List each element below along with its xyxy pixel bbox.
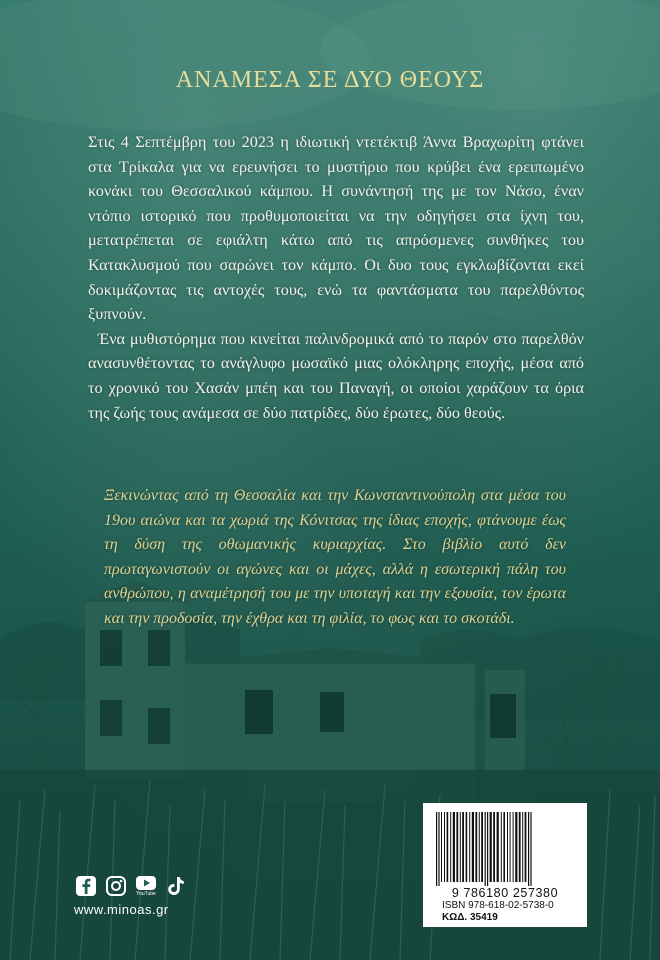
barcode-bar — [515, 812, 517, 882]
barcode-bar — [453, 812, 455, 882]
book-title: ΑΝΑΜΕΣΑ ΣΕ ΔΥΟ ΘΕΟΥΣ — [175, 67, 485, 93]
facebook-icon[interactable] — [74, 874, 98, 898]
barcode-bar — [450, 812, 451, 882]
tiktok-icon[interactable] — [164, 874, 188, 898]
barcode-bar — [497, 812, 499, 882]
barcode-digits: 9 786180 257380 — [451, 886, 559, 900]
barcode-bar — [466, 812, 468, 882]
youtube-label: YouTube — [136, 891, 156, 897]
isbn-barcode-panel — [423, 803, 587, 927]
barcode-bar — [513, 812, 514, 882]
barcode-bar — [530, 812, 531, 886]
barcode-bar — [481, 812, 483, 882]
youtube-icon[interactable] — [134, 874, 158, 898]
barcode-bar — [522, 812, 523, 882]
barcode-bar — [447, 812, 449, 882]
barcode-bar — [436, 812, 437, 886]
isbn-number: ISBN 978-618-02-5738-0 — [442, 900, 554, 911]
social-icons — [74, 874, 188, 898]
barcode-bar — [469, 812, 470, 882]
blurb-paragraph-2: Ένα μυθιστόρημα που κινείται παλινδρομικά από το παρόν στο παρελθόν ανασυνθέτοντας το ανάγλυφο μωσαϊκό μιας ολόκληρης εποχής, μέσα από το χρονικό του Χασάν μπέη και του Παναγή, οι οποίοι χαράζουν τα όρια της ζωής τους ανάμεσα σε δύο πατρίδες, δύο έρωτες, δύο θεούς. — [88, 329, 584, 422]
barcode-bar — [490, 812, 492, 882]
quote-text: Ξεκινώντας από τη Θεσσαλία και την Κωνσταντινούπολη στα μέσα του 19ου αιώνα και τα χωριά της Κόνιτσας της ίδιας εποχής, φτάνουμε έως τη δύση της οθωμανικής κυριαρχίας. Στο βιβλίο αυτό δεν πρωταγωνιστούν οι αγώνες και οι μάχες, αλλά η εσωτερική πάλη του ανθρώπου, η αναμέτρησή του με την υποταγή και την εξουσία, τον έρωτα και την προδοσία, την έχθρα και τη φιλία, το φως και το σκοτάδι. — [104, 487, 566, 627]
barcode-bar — [456, 812, 458, 882]
instagram-icon[interactable] — [104, 874, 128, 898]
publisher-website[interactable]: www.minoas.gr — [74, 902, 169, 917]
barcode-bar — [462, 812, 464, 882]
barcode-bar — [519, 812, 521, 882]
barcode-bar — [444, 812, 445, 882]
barcode-bar — [525, 812, 527, 882]
barcode-bar — [493, 812, 495, 882]
barcode-bar — [479, 812, 480, 882]
quote-block — [104, 484, 566, 632]
barcode-bar — [503, 812, 505, 882]
barcode-bar — [501, 812, 502, 882]
barcode-bar — [485, 812, 486, 886]
book-blurb — [88, 130, 584, 425]
barcode-bar — [507, 812, 508, 882]
blurb-paragraph-1: Στις 4 Σεπτέμβρη του 2023 η ιδιωτική ντετέκτιβ Άννα Βραχωρίτη φτάνει στα Τρίκαλα για να ερευνήσει το μυστήριο που κρύβει ένα ερειπωμένο κονάκι του Θεσσαλικού κάμπου. Η συνάντησή της με τον Νάσο, έναν ντόπιο ιστορικό που προθυμοποιείται να την οδηγήσει στα ίχνη του, μετατρέπεται σε εφιάλτη κάτω από τις απρόσμενες συνθήκες του Κατακλυσμού που σαρώνει τον κάμπο. Οι δυο τους εγκλωβίζονται εκεί δοκιμάζοντας τις αντοχές τους, ενώ τα φαντάσματα του παρελθόντος ξυπνούν. — [88, 133, 584, 324]
barcode-bar — [487, 812, 488, 886]
barcode-bar — [460, 812, 461, 882]
barcode-bar — [472, 812, 474, 882]
barcode-bar — [441, 812, 442, 882]
barcode-bar — [528, 812, 529, 886]
barcode-bar — [438, 812, 439, 886]
barcode-bar — [510, 812, 511, 882]
barcode-graphic — [432, 812, 578, 886]
product-code: ΚΩΔ. 35419 — [442, 912, 498, 923]
barcode-bar — [475, 812, 477, 882]
